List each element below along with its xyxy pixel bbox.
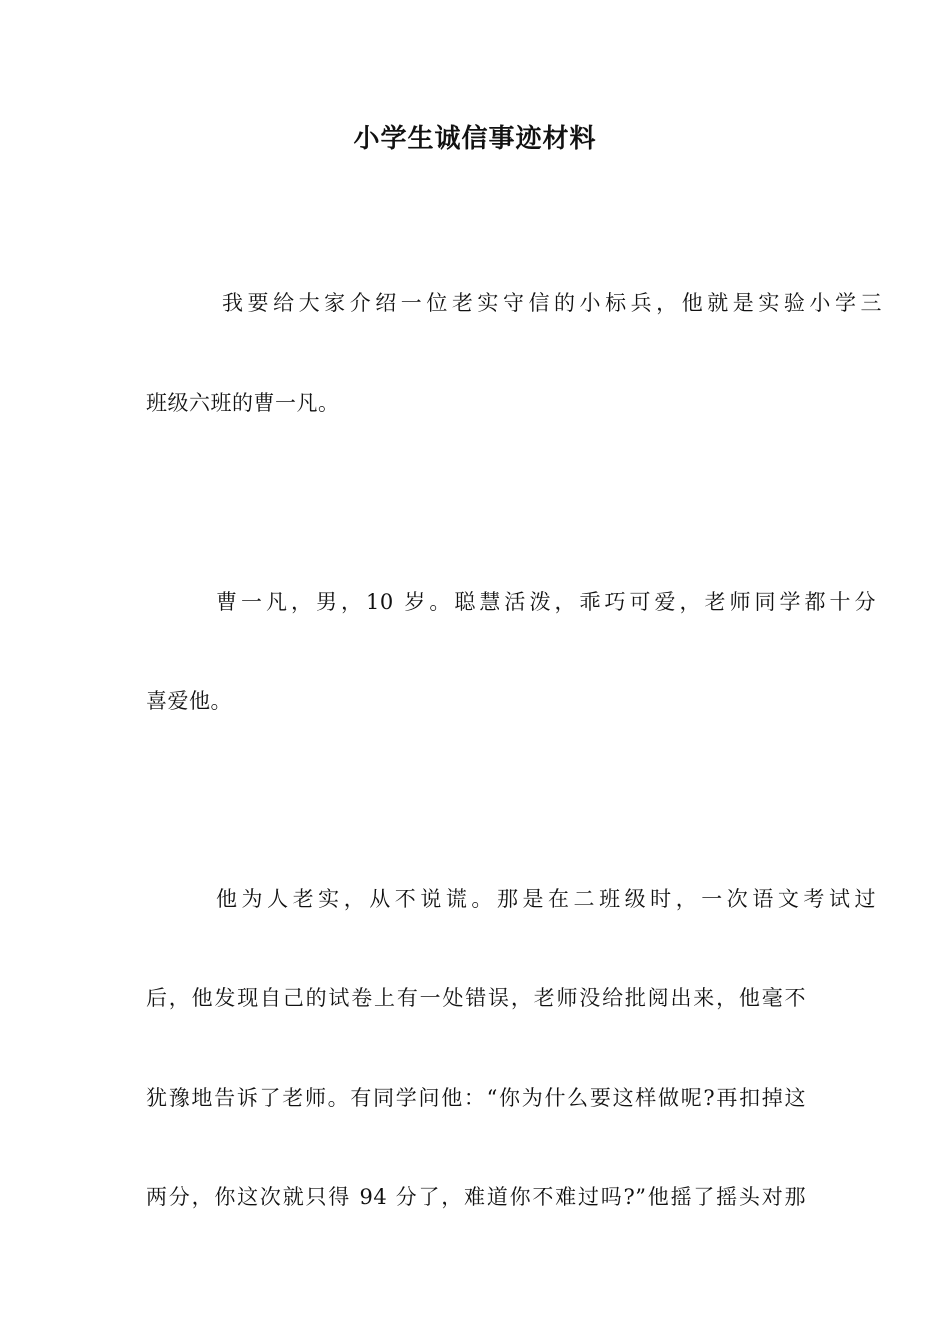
paragraph-1-line-2: 班级六班的曹一凡。 <box>146 391 340 415</box>
document-title: 小学生诚信事迹材料 <box>353 124 597 154</box>
paragraph-3-line-4: 两分，你这次就只得 94 分了，难道你不难过吗?”他摇了摇头对那 <box>146 1185 806 1209</box>
paragraph-3-line-3: 犹豫地告诉了老师。有同学问他：“你为什么要这样做呢?再扣掉这 <box>146 1086 806 1110</box>
paragraph-3-line-2: 后，他发现自己的试卷上有一处错误，老师没给批阅出来，他毫不 <box>146 986 806 1010</box>
paragraph-2-line-2: 喜爱他。 <box>146 689 232 713</box>
paragraph-3-line-1: 他为人老实，从不说谎。那是在二班级时，一次语文考试过 <box>216 887 876 911</box>
paragraph-2-line-1: 曹一凡，男，10 岁。聪慧活泼，乖巧可爱，老师同学都十分 <box>216 590 876 614</box>
paragraph-1-line-1: 我要给大家介绍一位老实守信的小标兵，他就是实验小学三 <box>222 291 882 315</box>
